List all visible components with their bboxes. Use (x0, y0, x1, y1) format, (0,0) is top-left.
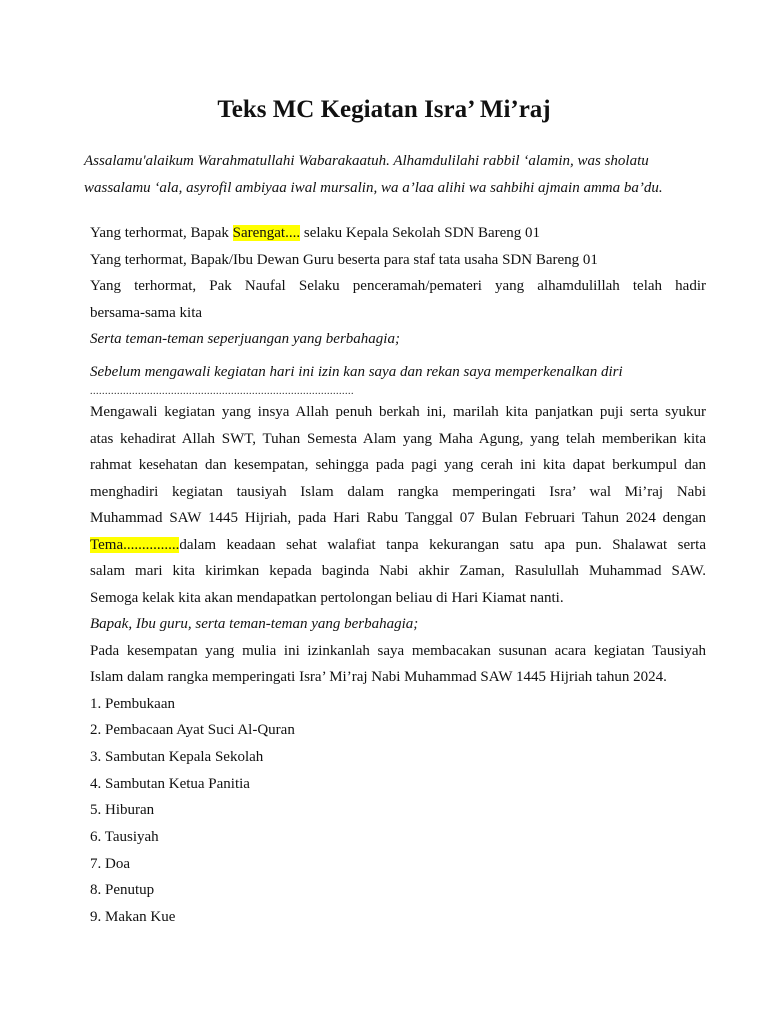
paragraph1-line-6-rest: dalam keadaan sehat walafiat tanpa kekurangan satu apa pun. Shalawat serta (179, 536, 706, 553)
document-title: Teks MC Kegiatan Isra’ Mi’raj (217, 96, 551, 123)
document-body (90, 220, 706, 931)
greeting-speaker-line-1: Yang terhormat, Pak Naufal Selaku penceramah/pemateri yang alhamdulillah telah hadir (90, 278, 706, 294)
paragraph2-line-1: Pada kesempatan yang mulia ini izinkanlah saya membacakan susunan acara kegiatan Tausiyah (90, 642, 706, 659)
highlighted-theme: Tema............... (90, 536, 180, 553)
paragraph1-line-6 (90, 532, 706, 559)
agenda-item: 8. Penutup (90, 882, 155, 899)
paragraph1-line-2: atas kehadirat Allah SWT, Tuhan Semesta Alam yang Maha Agung, yang telah memberikan kita (90, 430, 706, 447)
paragraph1-line-3: rahmat kesehatan dan kesempatan, sehingga pada pagi yang cerah ini kita dapat berkumpul dan (90, 457, 706, 473)
address-audience: Bapak, Ibu guru, serta teman-teman yang berbahagia; (90, 616, 419, 632)
greeting-principal (90, 220, 706, 247)
greeting-speaker-line-2: bersama-sama kita (90, 304, 203, 321)
agenda-item: 7. Doa (90, 855, 130, 872)
paragraph1-line-5: Muhammad SAW 1445 Hijriah, pada Hari Rabu Tanggal 07 Bulan Februari Tahun 2024 dengan (90, 510, 706, 526)
paragraph1-line-7: salam mari kita kirimkan kepada baginda Nabi akhir Zaman, Rasulullah Muhammad SAW. (90, 563, 706, 579)
agenda-item: 3. Sambutan Kepala Sekolah (90, 748, 264, 765)
agenda-item: 2. Pembacaan Ayat Suci Al-Quran (90, 722, 295, 739)
greeting-principal-suffix: selaku Kepala Sekolah SDN Bareng 01 (300, 225, 541, 241)
agenda-item: 5. Hiburan (90, 802, 155, 819)
greeting-teachers: Yang terhormat, Bapak/Ibu Dewan Guru beserta para staf tata usaha SDN Bareng 01 (90, 251, 598, 268)
opening-line-1: Assalamu'alaikum Warahmatullahi Wabarakaatuh. Alhamdulilahi rabbil ‘alamin, was sholatu (84, 153, 649, 169)
paragraph1-line-1: Mengawali kegiatan yang insya Allah penuh berkah ini, marilah kita panjatkan puji serta syukur (90, 404, 706, 420)
paragraph2-line-2: Islam dalam rangka memperingati Isra’ Mi’raj Nabi Muhammad SAW 1445 Hijriah tahun 2024. (90, 669, 667, 685)
agenda-item: 6. Tausiyah (90, 829, 159, 846)
intro-dotted-blank: ........................................................................................ (90, 386, 354, 397)
agenda-item: 1. Pembukaan (90, 695, 175, 712)
agenda-item: 4. Sambutan Ketua Panitia (90, 775, 250, 792)
paragraph1-line-4: menghadiri kegiatan tausiyah Islam dalam rangka memperingati Isra’ wal Mi’raj Nabi (90, 483, 706, 500)
opening-line-2: wassalamu ‘ala, asyrofil ambiyaa iwal mursalin, wa a’laa alihi wa sahbihi ajmain amma ba’du. (84, 180, 663, 196)
paragraph1-line-8: Semoga kelak kita akan mendapatkan pertolongan beliau di Hari Kiamat nanti. (90, 589, 564, 606)
agenda-list (90, 691, 706, 931)
agenda-item: 9. Makan Kue (90, 909, 176, 926)
opening-salutation (84, 148, 684, 202)
greeting-friends: Serta teman-teman seperjuangan yang berbahagia; (90, 331, 400, 347)
intro-sentence: Sebelum mengawali kegiatan hari ini izin kan saya dan rekan saya memperkenalkan diri (90, 363, 623, 380)
greeting-principal-prefix: Yang terhormat, Bapak (90, 225, 233, 241)
highlighted-name: Sarengat.... (232, 225, 301, 241)
